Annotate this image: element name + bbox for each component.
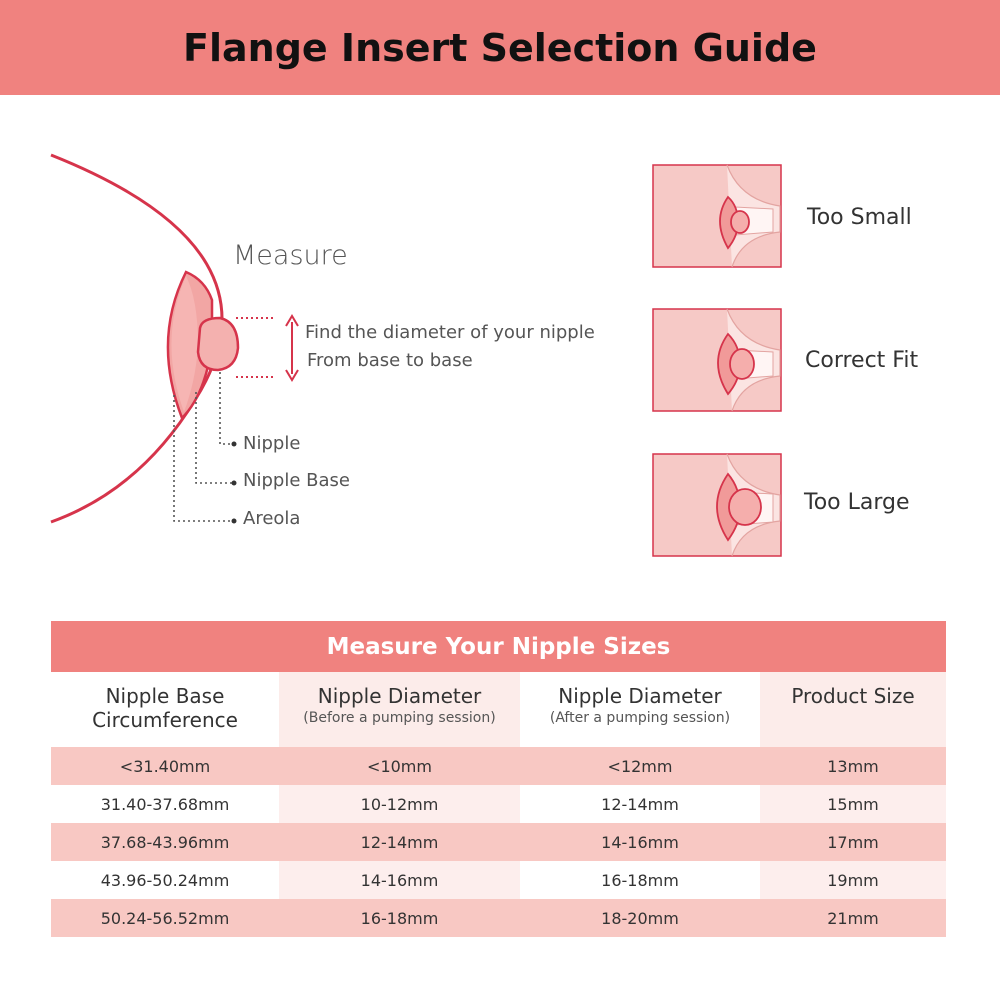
table-row xyxy=(51,899,946,937)
table-cell: 15mm xyxy=(760,785,946,823)
header-banner xyxy=(0,0,1000,95)
table-row xyxy=(51,747,946,785)
column-header: Nipple Base Circumference xyxy=(51,672,279,747)
table-cell: 14-16mm xyxy=(279,861,520,899)
table-cell: 43.96-50.24mm xyxy=(51,861,279,899)
table-row xyxy=(51,823,946,861)
table-cell: <10mm xyxy=(279,747,520,785)
table-cell: 50.24-56.52mm xyxy=(51,899,279,937)
fit-panel-too-large xyxy=(653,454,781,556)
table-cell: 19mm xyxy=(760,861,946,899)
table-cell: 37.68-43.96mm xyxy=(51,823,279,861)
table-cell: 16-18mm xyxy=(279,899,520,937)
nipple-shape xyxy=(198,318,238,370)
fit-label-too-large: Too Large xyxy=(804,490,910,515)
table-cell: 12-14mm xyxy=(279,823,520,861)
table-cell: 13mm xyxy=(760,747,946,785)
table-header-row xyxy=(51,672,946,747)
label-nipple: Nipple xyxy=(243,433,301,454)
fit-panel-correct-fit xyxy=(653,309,781,411)
table-cell: 21mm xyxy=(760,899,946,937)
table-cell: 14-16mm xyxy=(520,823,760,861)
fit-panel-too-small xyxy=(653,165,781,267)
column-header: Product Size xyxy=(760,672,946,747)
column-header: Nipple Diameter (Before a pumping session) xyxy=(279,672,520,747)
instruction-line-1: Find the diameter of your nipple xyxy=(305,322,595,343)
table-cell: 31.40-37.68mm xyxy=(51,785,279,823)
instruction-line-2: From base to base xyxy=(307,350,473,371)
measurement-diagram xyxy=(0,95,1000,595)
table-cell: <31.40mm xyxy=(51,747,279,785)
table-row xyxy=(51,785,946,823)
table-cell: 18-20mm xyxy=(520,899,760,937)
size-table xyxy=(51,621,946,937)
table-cell: 17mm xyxy=(760,823,946,861)
label-areola: Areola xyxy=(243,508,301,529)
measure-heading: Measure xyxy=(233,240,348,271)
table-title: Measure Your Nipple Sizes xyxy=(51,621,946,672)
table-cell: 12-14mm xyxy=(520,785,760,823)
table-cell: 16-18mm xyxy=(520,861,760,899)
table-cell: <12mm xyxy=(520,747,760,785)
column-header: Nipple Diameter (After a pumping session) xyxy=(520,672,760,747)
fit-label-too-small: Too Small xyxy=(807,205,912,230)
label-nipple-base: Nipple Base xyxy=(243,470,350,491)
page-title: Flange Insert Selection Guide xyxy=(183,25,817,70)
fit-label-correct-fit: Correct Fit xyxy=(805,348,919,373)
table-row xyxy=(51,861,946,899)
table-cell: 10-12mm xyxy=(279,785,520,823)
size-table-grid xyxy=(51,672,946,937)
